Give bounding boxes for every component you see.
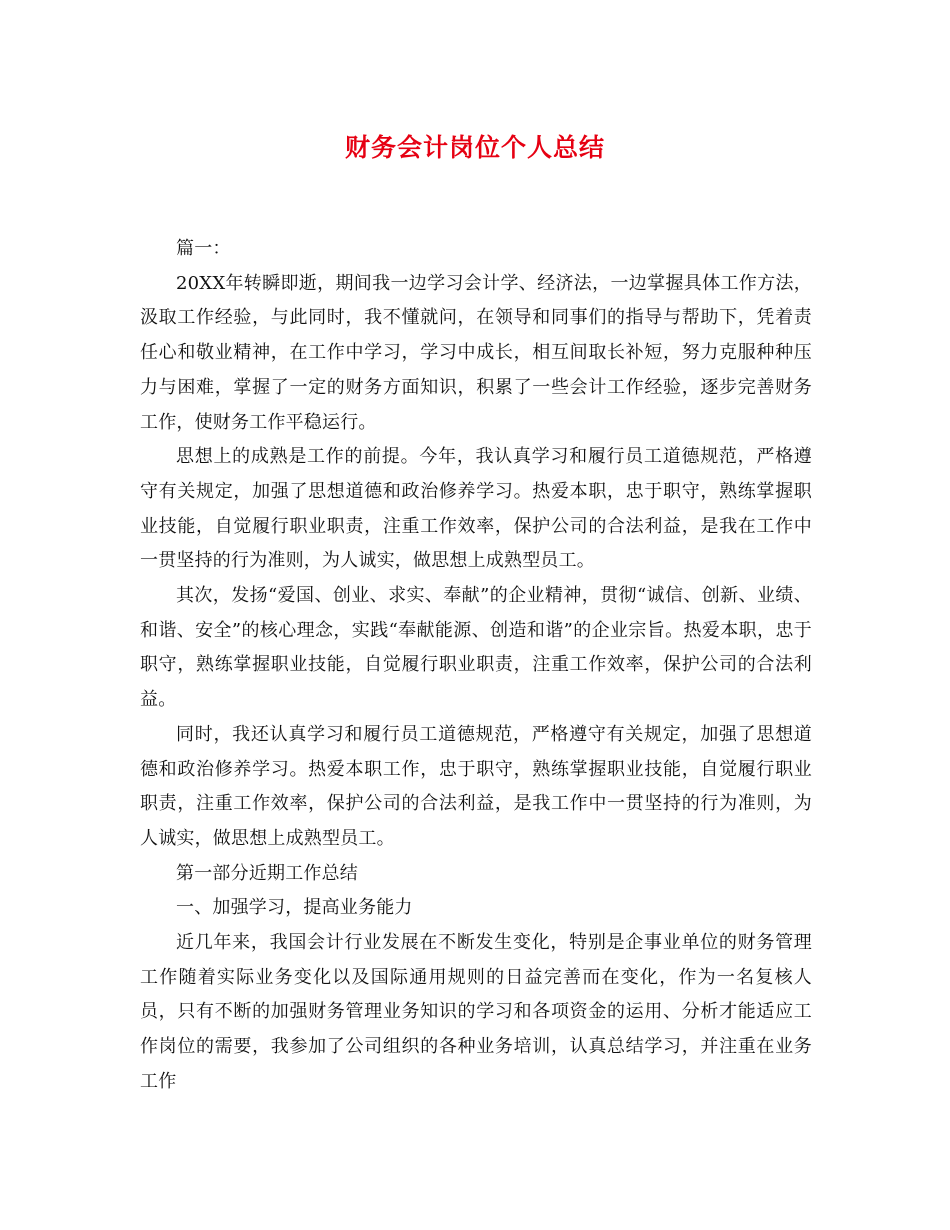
paragraph: 近几年来，我国会计行业发展在不断发生变化，特别是企事业单位的财务管理工作随着实际业务变化以及国际通用规则的日益完善而在变化，作为一名复核人员，只有不断的加强财务管理业务知识的学习和各项资金的运用、分析才能适应工作岗位的需要，我参加了公司组织的各种业务培训，认真总结学习，并注重在业务工作 [140, 932, 812, 1092]
subsection-heading: 一、加强学习，提高业务能力 [176, 897, 413, 919]
document-title: 财务会计岗位个人总结 [344, 133, 605, 162]
paragraph: 思想上的成熟是工作的前提。今年，我认真学习和履行员工道德规范，严格遵守有关规定，加强了思想道德和政治修养学习。热爱本职，忠于职守，熟练掌握职业技能，自觉履行职业职责，注重工作效率，保护公司的合法利益，是我在工作中一贯坚持的行为准则，为人诚实，做思想上成熟型员工。 [140, 446, 812, 572]
paragraph: 其次，发扬“爱国、创业、求实、奉献”的企业精神，贯彻“诚信、创新、业绩、和谐、安全”的核心理念，实践“奉献能源、创造和谐”的企业宗旨。热爱本职，忠于职守，熟练掌握职业技能，自觉履行职业职责，注重工作效率，保护公司的合法利益。 [140, 585, 812, 711]
document-body [140, 232, 812, 1100]
section-label: 篇一： [176, 238, 231, 259]
paragraph: 20XX年转瞬即逝，期间我一边学习会计学、经济法，一边掌握具体工作方法，汲取工作经验，与此同时，我不懂就问，在领导和同事们的指导与帮助下，凭着责任心和敬业精神，在工作中学习，学习中成长，相互间取长补短，努力克服种种压力与困难，掌握了一定的财务方面知识，积累了一些会计工作经验，逐步完善财务工作，使财务工作平稳运行。 [140, 272, 812, 433]
paragraph: 同时，我还认真学习和履行员工道德规范，严格遵守有关规定，加强了思想道德和政治修养学习。热爱本职工作，忠于职守，熟练掌握职业技能，自觉履行职业职责，注重工作效率，保护公司的合法利益，是我工作中一贯坚持的行为准则，为人诚实，做思想上成熟型员工。 [140, 723, 812, 849]
section-heading: 第一部分近期工作总结 [176, 862, 358, 884]
